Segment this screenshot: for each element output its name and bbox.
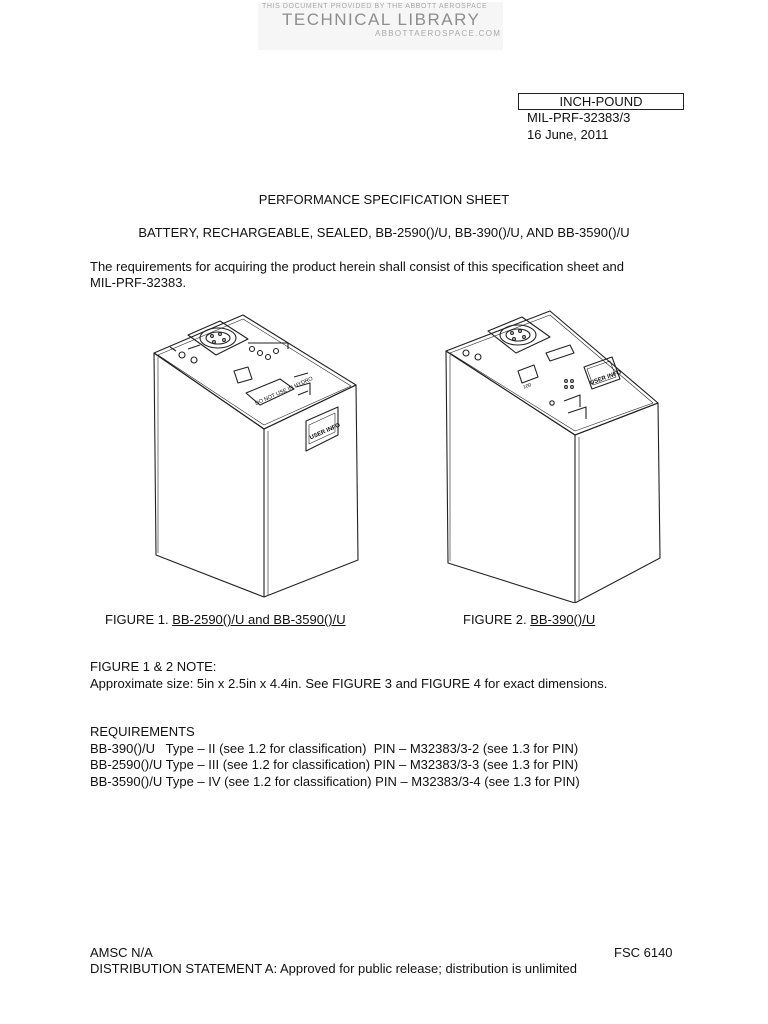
note-heading: FIGURE 1 & 2 NOTE: [90,659,217,674]
figure-1-user-info-label: USER INFO [309,422,342,442]
figure-1-title: BB-2590()/U and BB-3590()/U [172,612,346,627]
amsc-label: AMSC N/A [90,945,153,960]
requirement-row: BB-3590()/U Type – IV (see 1.2 for classification) PIN – M32383/3-4 (see 1.3 for PIN) [90,774,580,789]
watermark-url: ABBOTTAEROSPACE.COM [375,29,502,38]
page-subtitle: BATTERY, RECHARGEABLE, SEALED, BB-2590()/U, BB-390()/U, AND BB-3590()/U [138,225,630,240]
figure-2-title: BB-390()/U [530,612,596,627]
watermark-title: TECHNICAL LIBRARY [282,10,481,29]
figure-2-prefix: FIGURE 2. [463,612,531,627]
fsc-label: FSC 6140 [614,945,673,960]
figure-1-battery-drawing [148,305,363,605]
figure-2-caption [463,612,595,627]
inch-pound-box: INCH-POUND [518,93,684,110]
intro-line-1: The requirements for acquiring the product herein shall consist of this specification sheet and [90,259,625,274]
document-date: 16 June, 2011 [527,127,609,142]
figure-2-battery-drawing [440,303,665,603]
figure-1-caption [105,612,346,627]
requirement-row: BB-2590()/U Type – III (see 1.2 for classification) PIN – M32383/3-3 (see 1.3 for PIN) [90,757,579,772]
requirements-heading: REQUIREMENTS [90,724,195,739]
distribution-statement: DISTRIBUTION STATEMENT A: Approved for public release; distribution is unlimited [90,961,577,976]
figure-1-prefix: FIGURE 1. [105,612,173,627]
note-text: Approximate size: 5in x 2.5in x 4.4in. See FIGURE 3 and FIGURE 4 for exact dimensions. [90,676,608,691]
figure-2-user-info-label: USER INFO [589,369,623,387]
watermark-provided-by: THIS DOCUMENT PROVIDED BY THE ABBOTT AEROSPACE [262,3,488,10]
requirement-row: BB-390()/U Type – II (see 1.2 for classification) PIN – M32383/3-2 (see 1.3 for PIN) [90,741,579,756]
page-title: PERFORMANCE SPECIFICATION SHEET [258,192,510,207]
document-number: MIL-PRF-32383/3 [527,110,631,125]
figure-1-warning-label: DO NOT USE IN HYDRO [254,375,315,407]
intro-line-2: MIL-PRF-32383. [90,275,187,290]
figure-2-number-label: 100 [522,382,533,391]
